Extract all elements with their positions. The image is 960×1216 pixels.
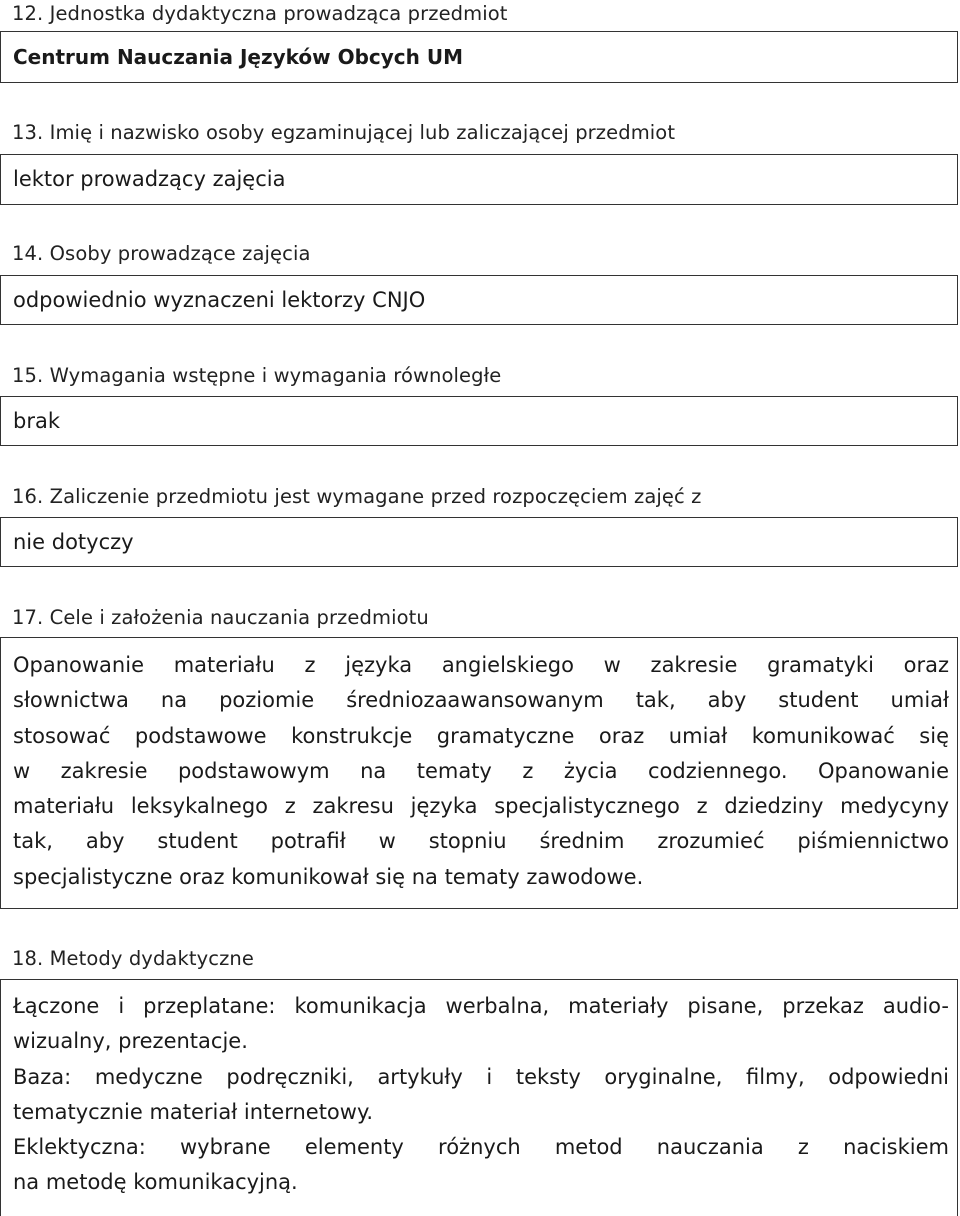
section-15-heading: 15. Wymagania wstępne i wymagania równoległe — [12, 364, 502, 387]
section-16-value: nie dotyczy — [13, 530, 134, 554]
section-18-line: Łączone i przeplatane: komunikacja werbalna, materiały pisane, przekaz audio- — [13, 994, 949, 1018]
section-18-heading: 18. Metody dydaktyczne — [12, 947, 254, 970]
section-17-line: tak, aby student potrafił w stopniu średnim zrozumieć piśmiennictwo — [13, 829, 949, 854]
section-18-line: Baza: medyczne podręczniki, artykuły i teksty oryginalne, filmy, odpowiedni — [13, 1064, 949, 1089]
section-18-line: Eklektyczna: wybrane elementy różnych metod nauczania z naciskiem — [13, 1135, 949, 1160]
section-18-line: wizualny, prezentacje. — [13, 1029, 248, 1054]
section-16-box — [0, 517, 958, 567]
section-12-box — [0, 31, 958, 83]
section-18-box — [0, 979, 958, 1216]
section-17-line: stosować podstawowe konstrukcje gramatyczne oraz umiał komunikować się — [13, 723, 949, 748]
section-15-value: brak — [13, 409, 60, 433]
section-12-heading: 12. Jednostka dydaktyczna prowadząca przedmiot — [12, 2, 508, 25]
section-17-text — [13, 648, 949, 895]
section-18-text — [13, 989, 949, 1201]
section-14-heading: 14. Osoby prowadzące zajęcia — [12, 242, 311, 265]
section-17-heading: 17. Cele i założenia nauczania przedmiotu — [12, 606, 429, 629]
section-17-line: słownictwa na poziomie średniozaawansowanym tak, aby student umiał — [13, 688, 949, 713]
section-17-line: Opanowanie materiału z języka angielskiego w zakresie gramatyki oraz — [13, 653, 949, 677]
section-17-box — [0, 637, 958, 909]
section-17-line: materiału leksykalnego z zakresu języka specjalistycznego z dziedziny medycyny — [13, 794, 949, 819]
section-13-box — [0, 154, 958, 205]
section-17-line: specjalistyczne oraz komunikował się na tematy zawodowe. — [13, 864, 644, 889]
section-15-box — [0, 396, 958, 446]
section-14-value: odpowiednio wyznaczeni lektorzy CNJO — [13, 288, 426, 312]
section-13-heading: 13. Imię i nazwisko osoby egzaminującej lub zaliczającej przedmiot — [12, 121, 676, 144]
section-18-line: na metodę komunikacyjną. — [13, 1170, 298, 1195]
section-18-line: tematycznie materiał internetowy. — [13, 1099, 374, 1124]
section-13-value: lektor prowadzący zajęcia — [13, 167, 286, 191]
section-14-box — [0, 275, 958, 325]
section-12-value: Centrum Nauczania Języków Obcych UM — [13, 45, 463, 69]
section-17-line: w zakresie podstawowym na tematy z życia codziennego. Opanowanie — [13, 758, 949, 783]
section-16-heading: 16. Zaliczenie przedmiotu jest wymagane przed rozpoczęciem zajęć z — [12, 485, 702, 508]
